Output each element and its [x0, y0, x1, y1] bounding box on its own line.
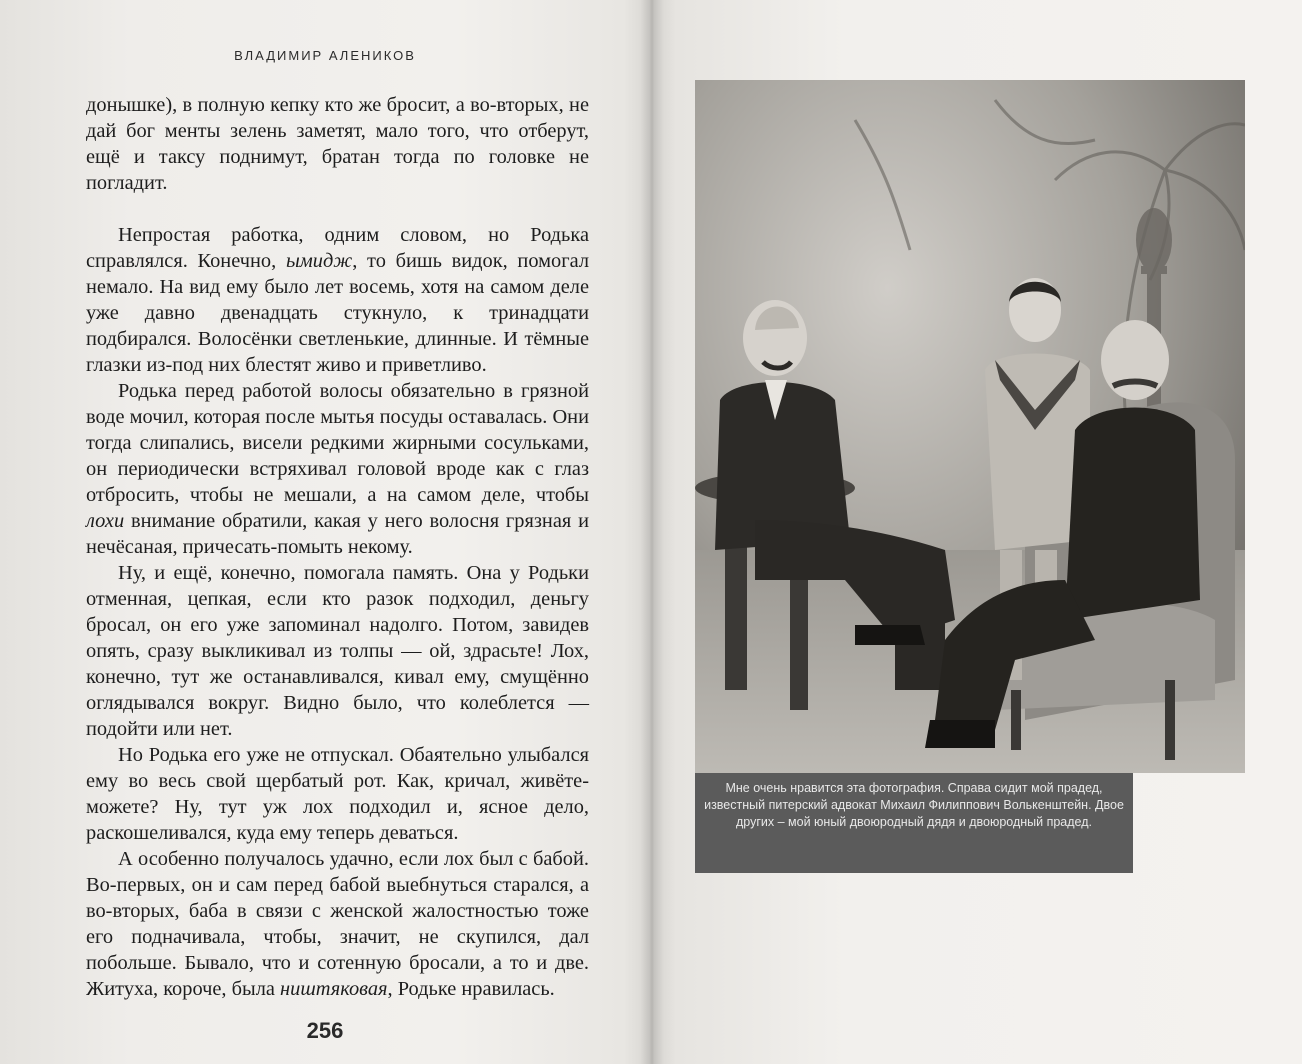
paragraph-3	[86, 378, 589, 560]
paragraph-5: Но Родька его уже не отпускал. Обаятельно улыбался ему во весь свой щербатый рот. Как, кричал, живёте-можете? Ну, тут уж лох подходил и, ясное дело, раскошеливался, куда ему теперь деваться.	[86, 744, 589, 844]
running-head: ВЛАДИМИР АЛЕНИКОВ	[234, 48, 416, 63]
paragraph-1: донышке), в полную кепку кто же бросит, а во-вторых, не дай бог менты зелень заметят, мало того, что отберут, ещё и таксу поднимут, братан тогда по головке не погладит.	[86, 94, 589, 194]
paragraph-2-part-b: , то бишь видок, помогал немало. На вид ему было лет восемь, хотя на самом деле уже давно двенадцать стукнуло, к тринадцати подбирался. Волосёнки светленькие, длинные. И тёмные глазки из-под них блестят живо и приветливо.	[86, 250, 589, 376]
paragraph-6-emphasis: ништяковая	[280, 978, 388, 1000]
family-photograph	[695, 80, 1245, 773]
paragraph-2-part-a: Непростая работка, одним словом, но Родька справлялся. Конечно,	[86, 224, 589, 272]
photograph-illustration	[695, 80, 1245, 773]
paragraph-6	[86, 846, 589, 1002]
photo-caption: Мне очень нравится эта фотография. Справа сидит мой прадед, известный питерский адвокат Михаил Филиппович Волькенштейн. Двое других – мой юный двоюродный дядя и двоюродный прадед.	[695, 773, 1133, 873]
paragraph-2	[86, 222, 589, 378]
paragraph-2-emphasis: ымидж	[285, 250, 353, 272]
paragraph-3-part-a: Родька перед работой волосы обязательно в грязной воде мочил, которая после мытья посуды оставалась. Они тогда слипались, висели редкими жирными сосульками, он периодически встряхивал головой вроде как с глаз отбросить, чтобы не мешали, а на самом деле, чтобы	[86, 380, 589, 506]
paragraph-3-emphasis: лохи	[86, 510, 125, 532]
body-text	[86, 92, 589, 1002]
paragraph-6-part-a: А особенно получалось удачно, если лох был с бабой. Во-первых, он и сам перед бабой выебнуться старался, а во-вторых, баба в связи с женской жалостностью тоже его подначивала, чтобы, значит, не скупился, дал побольше. Бывало, что и сотенную бросали, а то и две. Житуха, короче, была	[86, 848, 589, 1000]
paragraph-4: Ну, и ещё, конечно, помогала память. Она у Родьки отменная, цепкая, если кто разок подходил, деньгу бросал, он его уже запоминал надолго. Потом, завидев опять, сразу выкликивал из толпы — ой, здрасьте! Лох, конечно, тут же останавливался, кивал ему, смущённо оглядывался вокруг. Видно было, что колеблется — подойти или нет.	[86, 562, 589, 740]
paragraph-6-part-b: , Родьке нравилась.	[387, 978, 555, 1000]
page-number: 256	[306, 1018, 344, 1043]
book-gutter	[640, 0, 664, 1064]
paragraph-3-part-b: внимание обратили, какая у него волосня грязная и нечёсаная, причесать-помыть некому.	[86, 510, 589, 558]
